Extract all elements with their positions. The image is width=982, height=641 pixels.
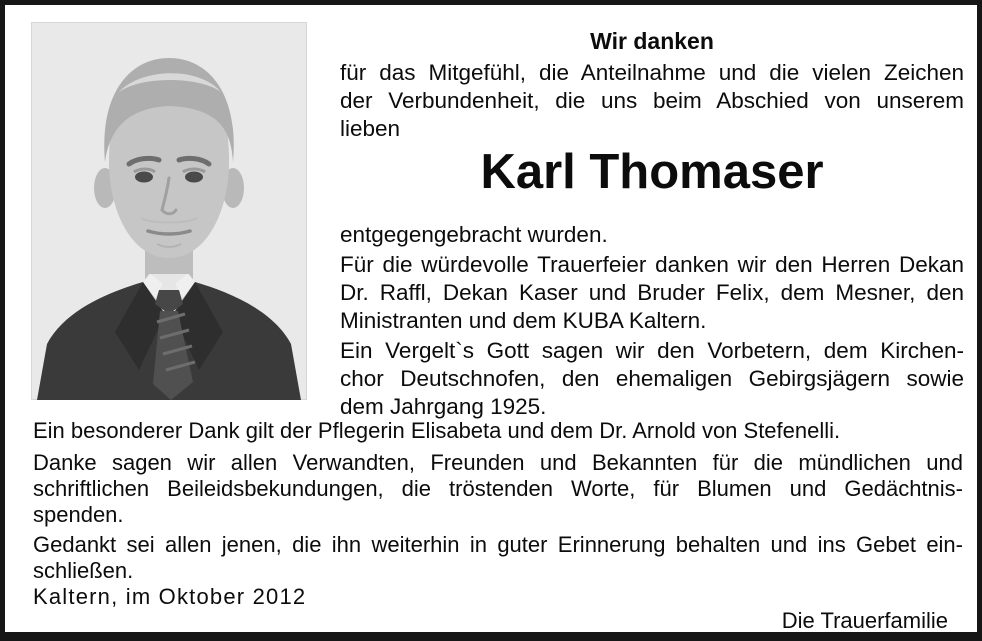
intro-paragraph [340,59,964,143]
thanks-paragraph-choir [340,337,964,421]
intro-line: der Verbundenheit, die uns beim Abschied von unserem [340,88,964,113]
bottom-text-block [33,418,963,634]
paragraph-line: schließen. [33,558,134,583]
family-signature: Die Trauerfamilie [781,608,948,633]
deceased-name: Karl Thomaser [480,145,824,199]
paragraph-line: Dr. Raffl, Dekan Kaser und Bruder Felix, dem Mesner, den [340,280,964,305]
thanks-paragraph-caregiver [33,418,963,444]
paragraph-line: Gedankt sei allen jenen, die ihn weiterhin in guter Erinnerung behalten und ins Gebet ein- [33,532,963,557]
paragraph-line: spenden. [33,502,124,527]
paragraph-line: Ministranten und dem KUBA Kaltern. [340,308,707,333]
intro-line: lieben [340,116,401,141]
thanks-paragraph-clergy [340,251,964,335]
paragraph-line: Für die würdevolle Trauerfeier danken wir den Herren Dekan [340,252,964,277]
after-name-line: entgegengebracht wurden. [340,222,608,247]
paragraph-line: dem Jahrgang 1925. [340,394,547,419]
thanks-paragraph-remembrance [33,532,963,584]
paragraph-line: Ein besonderer Dank gilt der Pflegerin Elisabeta und dem Dr. Arnold von Stefenelli. [33,418,841,443]
thanks-text-column [340,27,964,421]
portrait-illustration [31,22,307,400]
paragraph-line: chor Deutschnofen, den ehemaligen Gebirgsjägern sowie [340,366,964,391]
paragraph-line: schriftlichen Beileidsbekundungen, die tröstenden Worte, für Blumen und Gedächtnis- [33,476,963,501]
place-date-line: Kaltern, im Oktober 2012 [33,584,307,609]
portrait-photo [31,22,307,400]
paragraph-line: Ein Vergelt`s Gott sagen wir den Vorbetern, dem Kirchen- [340,338,964,363]
paragraph-line: Danke sagen wir allen Verwandten, Freunden und Bekannten für die mündlichen und [33,450,963,475]
thanks-paragraph-condolences [33,450,963,528]
header-wir-danken: Wir danken [590,28,714,54]
intro-line: für das Mitgefühl, die Anteilnahme und die vielen Zeichen [340,60,964,85]
